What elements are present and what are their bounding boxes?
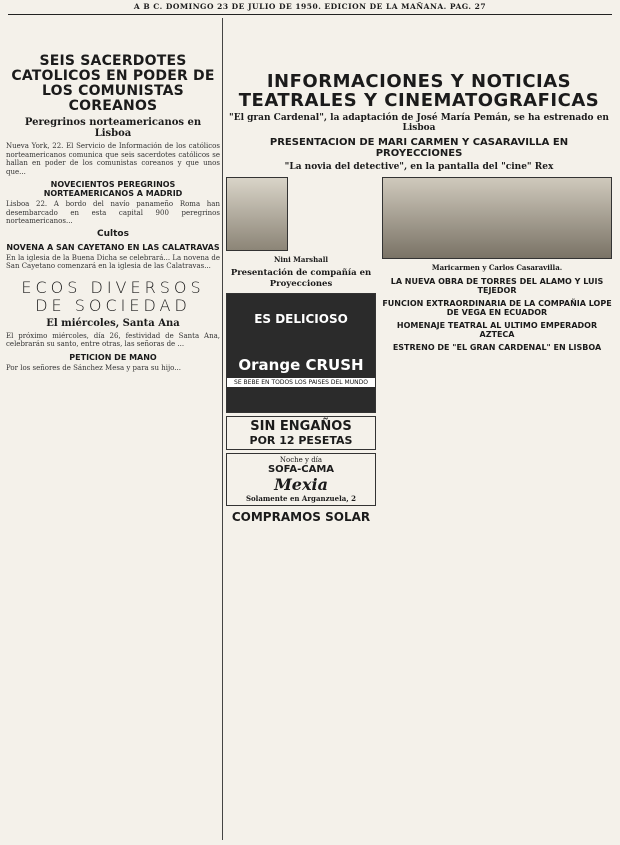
left-column bbox=[6, 18, 220, 840]
caption-nini: Nini Marshall bbox=[273, 255, 329, 264]
article-row bbox=[226, 177, 612, 524]
sin-enganos-ad bbox=[226, 416, 376, 450]
caption-maricarmen: Maricarmen y Carlos Casaravilla. bbox=[431, 263, 563, 272]
right-column bbox=[226, 18, 612, 840]
peticion-heading: PETICION DE MANO bbox=[69, 352, 157, 362]
right-heading-3: Presentación de compañía en Proyecciones bbox=[230, 268, 372, 289]
left-heading-cultos: Cultos bbox=[97, 228, 129, 239]
ad2-title: SIN ENGAÑOS bbox=[250, 419, 352, 434]
right-heading-2: "La novia del detective", en la pantalla del "cine" Rex bbox=[284, 162, 554, 172]
ad1-brand: Orange CRUSH bbox=[238, 356, 364, 374]
portrait-image bbox=[226, 177, 288, 251]
right-heading-nueva-obra: LA NUEVA OBRA DE TORRES DEL ALAMO Y LUIS TEJEDOR bbox=[390, 277, 604, 295]
left-heading-novena: NOVENA A SAN CAYETANO EN LAS CALATRAVAS bbox=[6, 242, 220, 252]
right-title-1: INFORMACIONES Y NOTICIAS bbox=[266, 71, 572, 92]
compramos-ad: COMPRAMOS SOLAR bbox=[231, 510, 371, 524]
left-paragraph-3: En la iglesia de la Buena Dicha se celebrará... La novena de San Cayetano comenzará en la iglesia de las Calatravas... bbox=[6, 253, 220, 270]
maricarmen-photo bbox=[382, 177, 612, 259]
orange-crush-ad bbox=[226, 293, 376, 413]
ad2-price: POR 12 PESETAS bbox=[249, 434, 353, 447]
left-headline: SEIS SACERDOTES CATOLICOS EN PODER DE LOS COMUNISTAS COREANOS bbox=[11, 53, 215, 114]
ad1-tagline: SE BEBE EN TODOS LOS PAISES DEL MUNDO bbox=[227, 378, 375, 387]
ad1-slogan: ES DELICIOSO bbox=[254, 312, 348, 326]
ad3-brand: Mexia bbox=[274, 475, 328, 494]
column-rule bbox=[222, 18, 223, 840]
ecos-heading: ECOS DIVERSOS DE SOCIEDAD bbox=[21, 277, 205, 315]
article-left-block bbox=[226, 177, 376, 524]
right-deck: "El gran Cardenal", la adaptación de José María Pemán, se ha estrenado en Lisboa bbox=[229, 113, 609, 133]
left-paragraph-2: Lisboa 22. A bordo del navío panameño Roma han desembarcado en esta capital 900 peregrinos norteamericanos... bbox=[6, 200, 220, 225]
ad3-top: Noche y día bbox=[279, 456, 323, 464]
ad3-address: Solamente en Arganzuela, 2 bbox=[245, 494, 357, 503]
sofa-cama-ad bbox=[226, 453, 376, 506]
ecos-subtitle: El miércoles, Santa Ana bbox=[46, 317, 180, 329]
header-rule bbox=[8, 14, 612, 15]
right-heading-funcion: FUNCION EXTRAORDINARIA DE LA COMPAÑIA LOPE DE VEGA EN ECUADOR bbox=[382, 299, 612, 317]
left-subtitle: Peregrinos norteamericanos en Lisboa bbox=[24, 117, 202, 139]
right-heading-1: PRESENTACION DE MARI CARMEN Y CASARAVILLA EN PROYECCIONES bbox=[269, 137, 569, 159]
left-paragraph-1: Nueva York, 22. El Servicio de Información de los católicos norteamericanos comunica que seis sacerdotes católicos se hallan en poder de los comunistas coreanos y que unos que... bbox=[6, 142, 220, 176]
left-heading-2: NOVECIENTOS PEREGRINOS NORTEAMERICANOS A MADRID bbox=[43, 180, 183, 198]
right-title-2: TEATRALES Y CINEMATOGRAFICAS bbox=[238, 90, 600, 111]
right-heading-homenaje: HOMENAJE TEATRAL AL ULTIMO EMPERADOR AZTECA bbox=[396, 321, 598, 339]
ad3-name: SOFA-CAMA bbox=[267, 464, 335, 475]
page-header: A B C. DOMINGO 23 DE JULIO DE 1950. EDICION DE LA MAÑANA. PAG. 27 bbox=[133, 2, 487, 11]
left-paragraph-5: Por los señores de Sánchez Mesa y para su hijo... bbox=[6, 363, 181, 372]
article-right-block bbox=[382, 177, 612, 524]
left-paragraph-4: El próximo miércoles, día 26, festividad de Santa Ana, celebrarán su santo, entre otras, las señoras de ... bbox=[6, 331, 220, 348]
right-heading-estreno: ESTRENO DE "EL GRAN CARDENAL" EN LISBOA bbox=[392, 343, 602, 352]
